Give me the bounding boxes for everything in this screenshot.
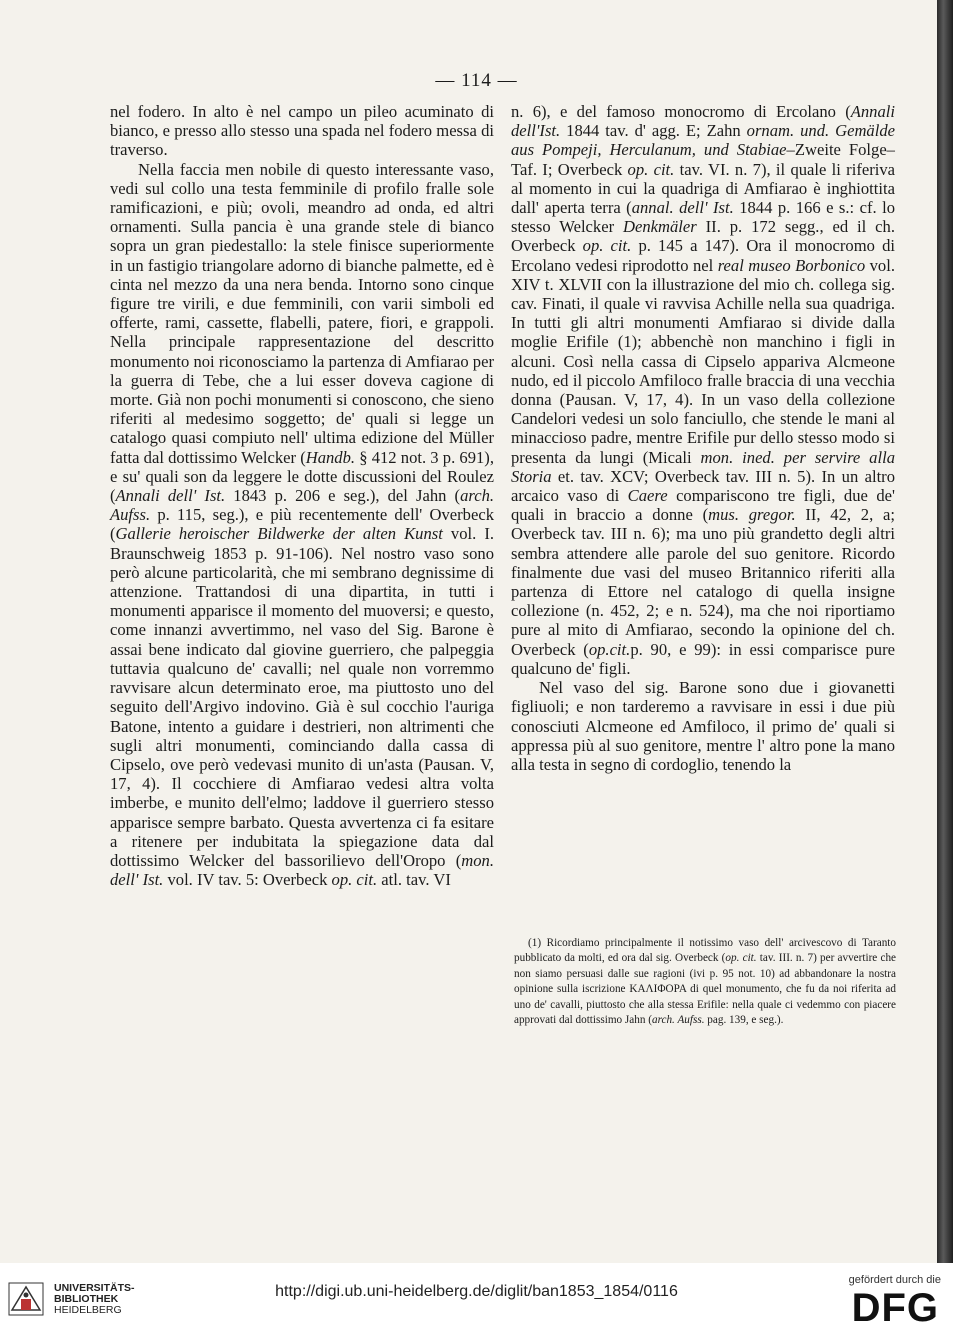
text-run: II. p. 172 segg., ed il ch. Overbeck <box>511 217 895 256</box>
text-run: atl. tav. VI <box>377 870 451 890</box>
text-run: –Zweite Folge–Taf. I; Overbeck <box>511 140 895 179</box>
citation-italic: Gallerie heroischer Bildwerke der alten Kunst <box>115 524 443 544</box>
citation-italic: mon. ined. per servire alla Storia <box>511 447 895 486</box>
dfg-logo-icon: DFG <box>851 1286 939 1330</box>
library-name-line: UNIVERSITÄTS- <box>54 1282 135 1294</box>
citation-italic: op.cit. <box>588 639 631 659</box>
page-number: — 114 — <box>435 70 518 91</box>
text-run: (1) Ricordiamo principalmente il notissimo vaso dell' arcivescovo di Taranto pubblicato da molti, ed ora dal sig. Overbeck ( <box>514 937 896 965</box>
text-run: p. 115, seg.), e più recentemente dell' Overbeck ( <box>110 505 494 544</box>
citation-italic: Annali dell'Ist. <box>511 102 895 141</box>
text-run: 1844 p. 166 e s.: cf. lo stesso Welcker <box>511 198 896 237</box>
citation-italic: mon. dell' Ist. <box>110 850 494 890</box>
citation-italic: Annali dell' Ist. <box>115 486 226 506</box>
text-run: vol. XIV t. XLVII con la illustrazione del mio ch. collega sig. cav. Finati, il quale vi ravvisa Achille nella sua quadriga. In tutti gli altri monumenti Amfiarao si divide dalla moglie Erifile (1); abbenchè non manchino i figli in alcuni. Così nella cassa di Cipselo appariva Alcmeone nudo, ed il piccolo Amfiloco fralle braccia di una vecchia donna (Pausan. V, 17, 4). In un vaso della collezione Candelori vedesi un solo fanciullo, che stende le mani al minaccioso padre, mentre Erifile pur dello stesso modo si presenta da lungi (Micali <box>511 255 895 467</box>
text-run: 1844 tav. d' agg. E; Zahn <box>560 121 747 141</box>
citation-italic: op. cit. <box>331 870 378 890</box>
library-name-line: BIBLIOTHEK <box>54 1293 119 1305</box>
right-text-column <box>511 102 895 774</box>
footnote <box>514 936 896 1028</box>
citation-italic: op. cit. <box>725 952 757 965</box>
text-run: 1843 p. 206 e seg.), del Jahn ( <box>225 486 461 506</box>
text-run: vol. IV tav. 5: Overbeck <box>163 870 332 890</box>
text-run: p. 145 a 147). Ora il monocromo di Ercolano vedesi riprodotto nel <box>511 236 895 275</box>
left-text-column <box>110 102 494 889</box>
citation-italic: ornam. und. Gemälde aus Pompeji, Herculanum, und Stabiae <box>511 121 895 160</box>
text-run: vol. I. Braunschweig 1853 p. 91-106). Nel nostro vaso sono però alcune particolarità, che mi sembrano degnissime di attenzione. Trattandosi di una dipartita, in tutti i monumenti apparisce il momento del muoversi; e questo, come innanzi avvertimmo, nel vaso del Sig. Barone è assai bene indicato dal giovine guerriero, che palpeggia tuttavia qualcuno de' cavalli; nel quale non vorremmo ravvisare alcun determinato eroe, ma piuttosto uno del seguito dell'Argivo indovino. Già è sul cocchio l'auriga Batone, intento a guidare i destrieri, non altrimenti che sugli altri monumenti, cominciando dalla cassa di Cipselo, ove però vedevasi munito di un'asta (Pausan. V, 17, 4). Il cocchiere di Amfiarao vedesi altra volta imberbe, e munito dell'elmo; laddove il guerriero stesso apparisce sempre barbato. Questa avvertenza ci fa esitare a ritenere per indubitata la spiegazione data dal dottissimo Welcker del bassorilievo dell'Oropo ( <box>110 524 494 870</box>
paragraph-left-2 <box>110 160 494 890</box>
text-run: tav. III. n. 7) per avvertire che non siamo persuasi dalle sue ragioni (ivi p. 95 not. 10) ad abbandonare la nostra opinione sulla iscrizione ΚΑΛΙΦΟΡΑ di quel monumento, che fu da noi riferita ad uno de' cavalli, piuttosto che alla stessa Erifile: nella quale ci vedemmo con piacere approvati dal dottissimo Jahn ( <box>514 952 897 1027</box>
text-run: et. tav. XCV; Overbeck tav. III n. 5). In un altro arcaico vaso di <box>511 466 895 506</box>
citation-italic: annal. dell' Ist. <box>631 198 734 218</box>
citation-italic: mus. gregor. <box>708 505 796 525</box>
text-run: p. 90, e 99): in essi comparisce pure qualcuno de' figli. <box>511 639 895 678</box>
text-run: Nella faccia men nobile di questo interessante vaso, vedi sul collo una testa femminile di profilo fralle sole ramificazioni, e più; ovoli, meandro ad onda, ed altri ornamenti. Sulla pancia è una grande stele di bianco sopra un gran piedestallo: la stele finisce superiormente in un fastigio triangolare adorno di bianche palmette, ed è cinta nel mezzo da una nera benda. Intorno sono cinque figure tre virili, e due femminili, con varii simboli ed offerte, rami, cassette, flabelli, patere, fiori, e grappoli. Nella principale rappresentazione del descritto monumento noi riconosciamo la partenza di Amfiarao per la guerra di Tebe, che a lui esser doveva cagione di morte. Già non pochi monumenti si conoscono, che sieno riferiti al medesimo soggetto; de' quali si legge un catalogo quasi compiuto nell' ultima edizione del Müller fatta dal dottissimo Welcker ( <box>110 159 494 467</box>
paragraph-right-2 <box>511 678 895 774</box>
permalink-url[interactable]: http://digi.ub.uni-heidelberg.de/diglit/ban1853_1854/0116 <box>275 1283 678 1300</box>
text-run: § 412 not. 3 p. 691), e su' quali son da leggere le dotte discussioni del Roulez ( <box>110 447 494 506</box>
paragraph-right-1 <box>511 102 895 678</box>
text-run: nel fodero. In alto è nel campo un pileo acuminato di bianco, e presso allo stesso una spada nel fodero messa di traverso. <box>110 102 494 160</box>
citation-italic: arch. Aufss. <box>110 486 495 525</box>
citation-italic: Caere <box>627 486 668 506</box>
funding-note: gefördert durch die <box>848 1274 941 1286</box>
citation-italic: op. cit. <box>582 236 632 256</box>
citation-italic: Denkmäler <box>623 217 697 237</box>
text-run: II, 42, 2, a; Overbeck tav. III n. 6); ma uno più grandetto degli altri sembra attendere alle parole del suo genitore. Ricordo finalmente due vasi del museo Britannico riferiti alla partenza di Ettore nel catalogo di quella insigne collezione (n. 452, 2; e n. 524), ma che noi riportiamo pure al mito di Amfiarao, secondo la opinione del ch. Overbeck ( <box>511 505 895 659</box>
text-run: tav. VI. n. 7), il quale li riferiva al momento in cui la quadriga di Amfiarao è inghiottita dall' aperta terra ( <box>511 159 896 218</box>
footnote-paragraph <box>514 936 896 1028</box>
text-run: compariscono tre figli, due de' quali in braccio a donne ( <box>511 486 895 525</box>
citation-italic: Handb. <box>305 447 356 467</box>
text-run: n. 6), e del famoso monocromo di Ercolano ( <box>511 102 851 121</box>
text-run: Nel vaso del sig. Barone sono due i giovanetti figliuoli; e non tarderemo a ravvisare in essi i due più conosciuti Alcmeone ed Amfiloco, il primo de' quali si appressa più al suo genitore, mentre l' altro pone la mano alla testa in segno di cordoglio, tenendo la <box>511 678 895 774</box>
citation-italic: arch. Aufss. <box>651 1014 705 1027</box>
library-name-line: HEIDELBERG <box>54 1304 122 1316</box>
citation-italic: op. cit. <box>627 159 675 179</box>
text-run: pag. 139, e seg.). <box>704 1014 784 1027</box>
page-edge-shadow <box>937 0 953 1263</box>
paragraph-left-1 <box>110 102 494 160</box>
citation-italic: real museo Borbonico <box>717 255 866 275</box>
